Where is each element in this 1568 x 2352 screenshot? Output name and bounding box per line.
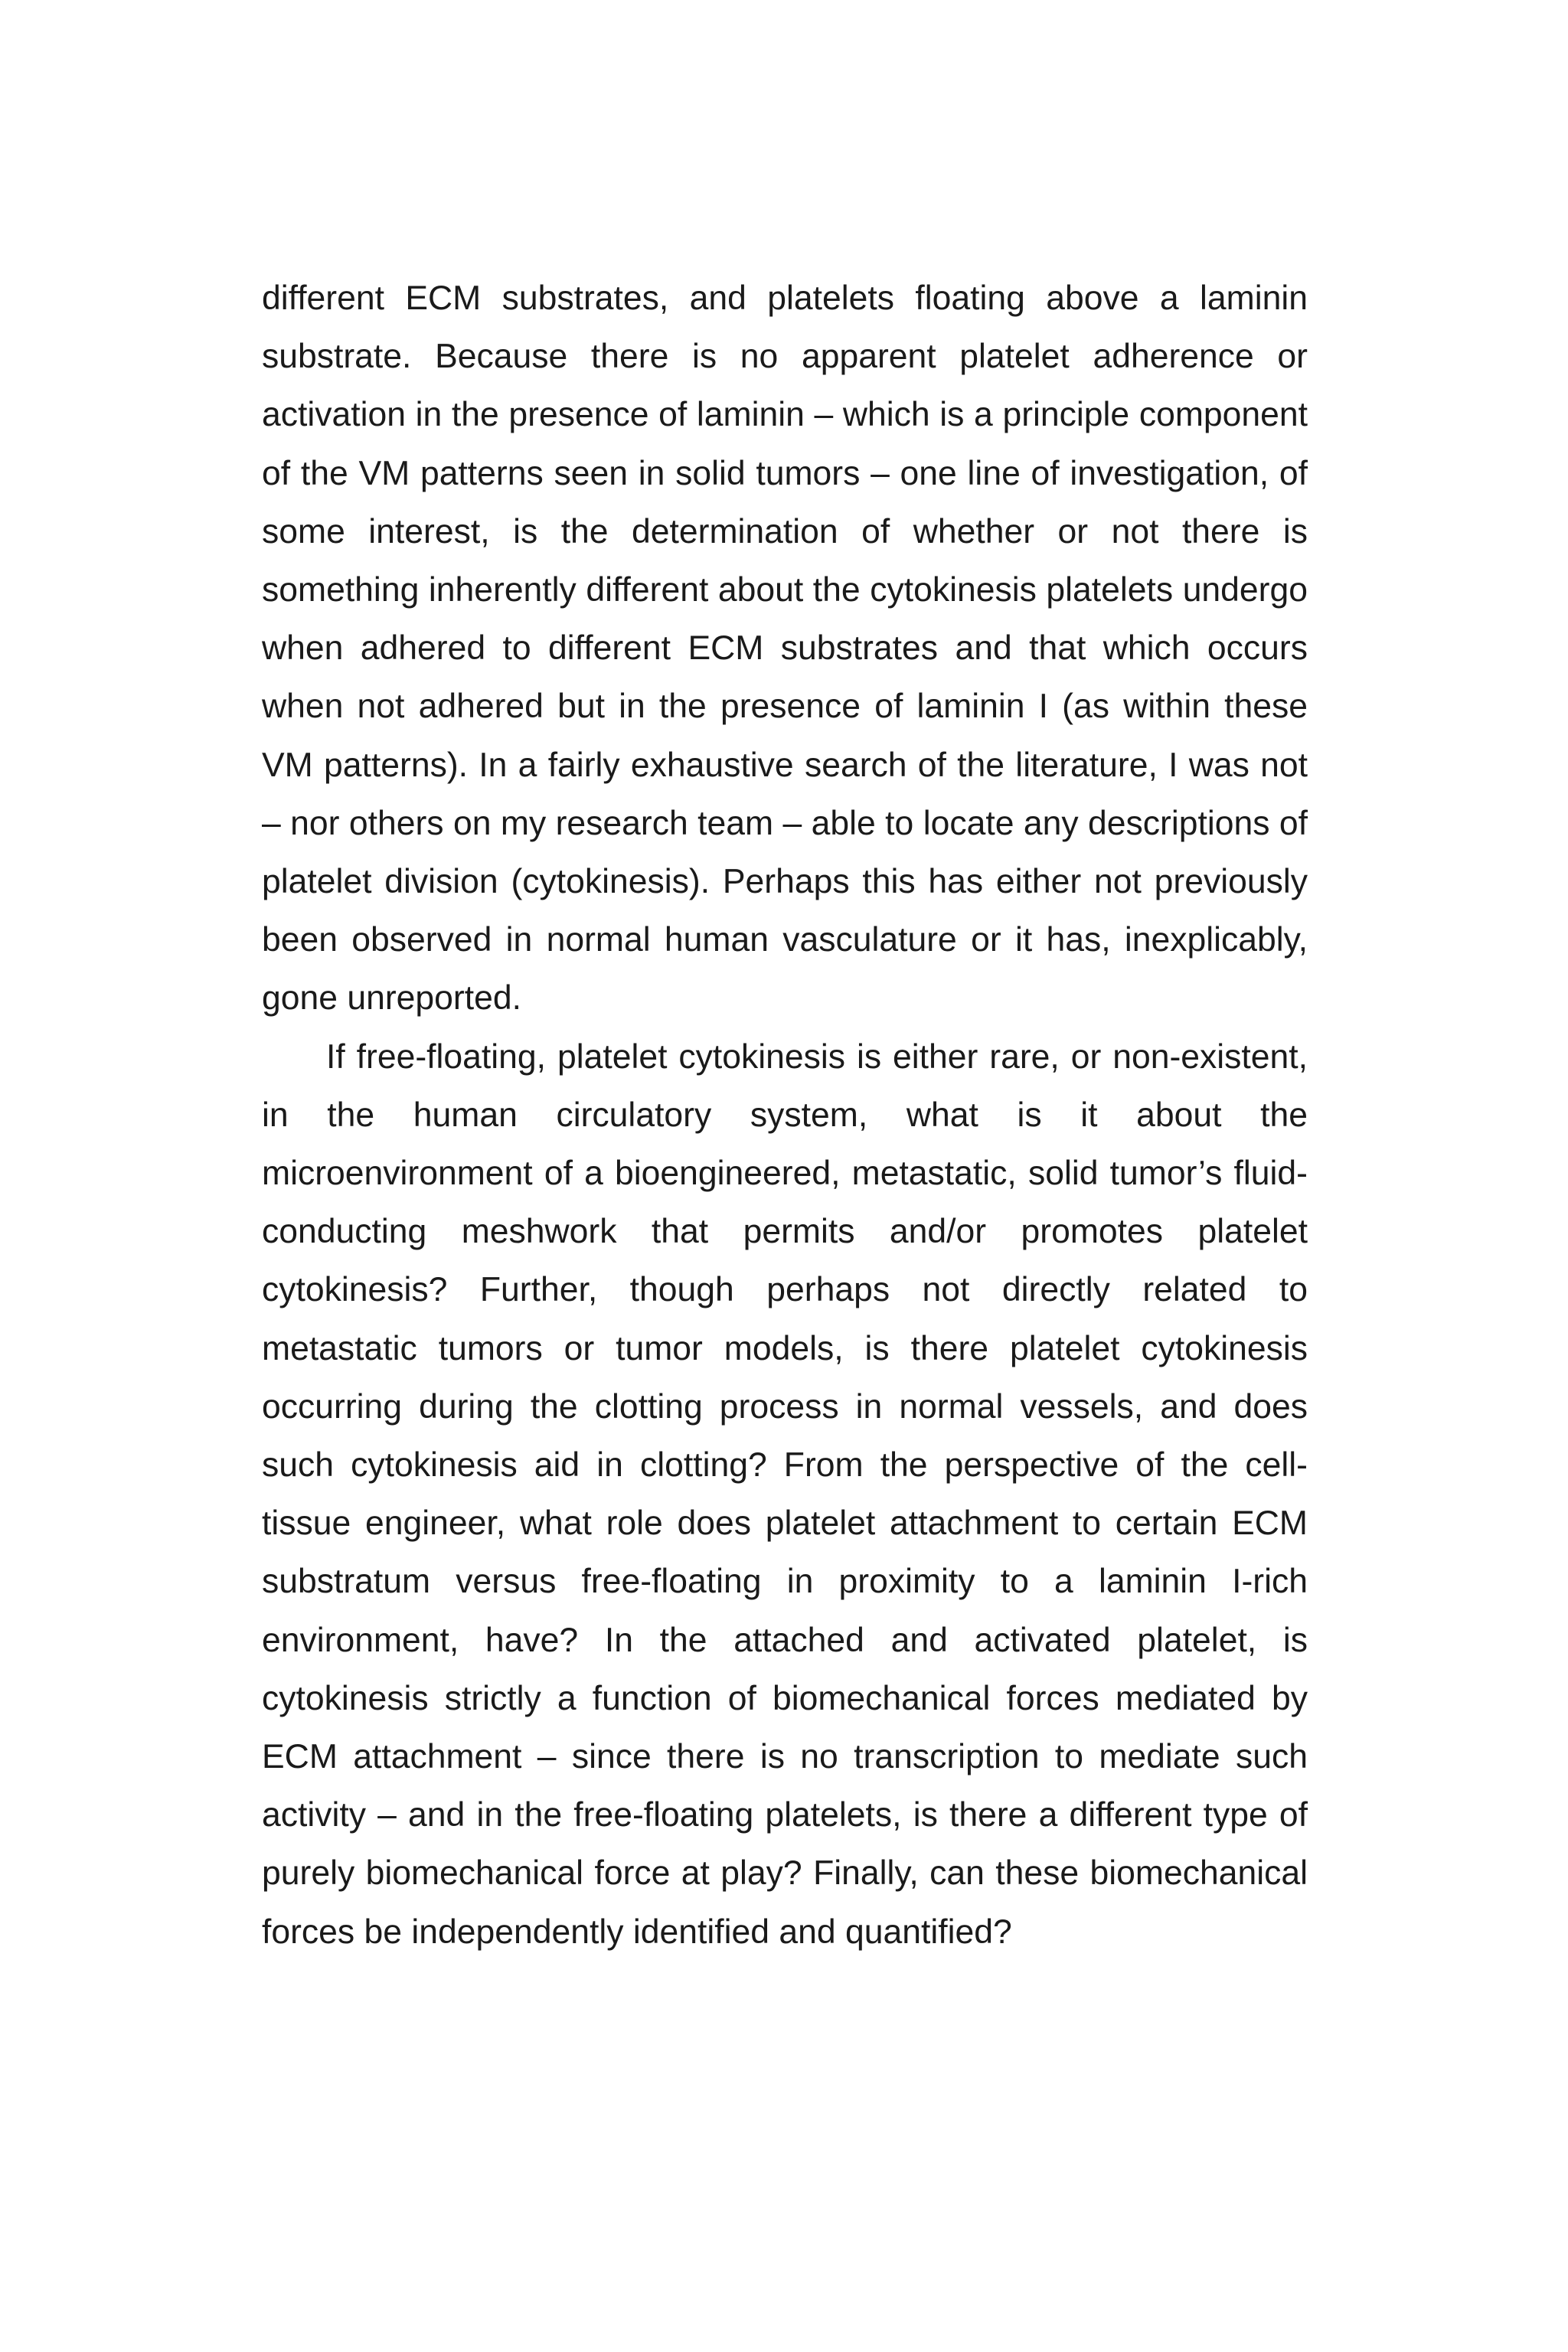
paragraph-2: If free-floating, platelet cytokinesis is either rare, or non-existent, in the human circulatory system, what is it about the microenvironment of a bioengineered, metastatic, solid tumor’s fluid-conducting meshwork that permits and/or promotes platelet cytokinesis? Further, though perhaps not directly related to metastatic tumors or tumor models, is there platelet cytokinesis occurring during the clotting process in normal vessels, and does such cytokinesis aid in clotting? From the perspective of the cell-tissue engineer, what role does platelet attachment to certain ECM substratum versus free-floating in proximity to a laminin I-rich environment, have? In the attached and activated platelet, is cytokinesis strictly a function of biomechanical forces mediated by ECM attachment – since there is no transcription to mediate such activity – and in the free-floating platelets, is there a different type of purely biomechanical force at play? Finally, can these biomechanical forces be independently identified and quantified? [262,1037,1308,1951]
paragraph-1: different ECM substrates, and platelets floating above a laminin substrate. Because there is no apparent platelet adherence or activation in the presence of laminin – which is a principle component of the VM patterns seen in solid tumors – one line of investigation, of some interest, is the determination of whether or not there is something inherently different about the cytokinesis platelets undergo when adhered to different ECM substrates and that which occurs when not adhered but in the presence of laminin I (as within these VM patterns). In a fairly exhaustive search of the literature, I was not – nor others on my research team – able to locate any descriptions of platelet division (cytokinesis). Perhaps this has either not previously been observed in normal human vasculature or it has, inexplicably, gone unreported. [262,279,1308,1018]
body-text [262,270,1308,1962]
